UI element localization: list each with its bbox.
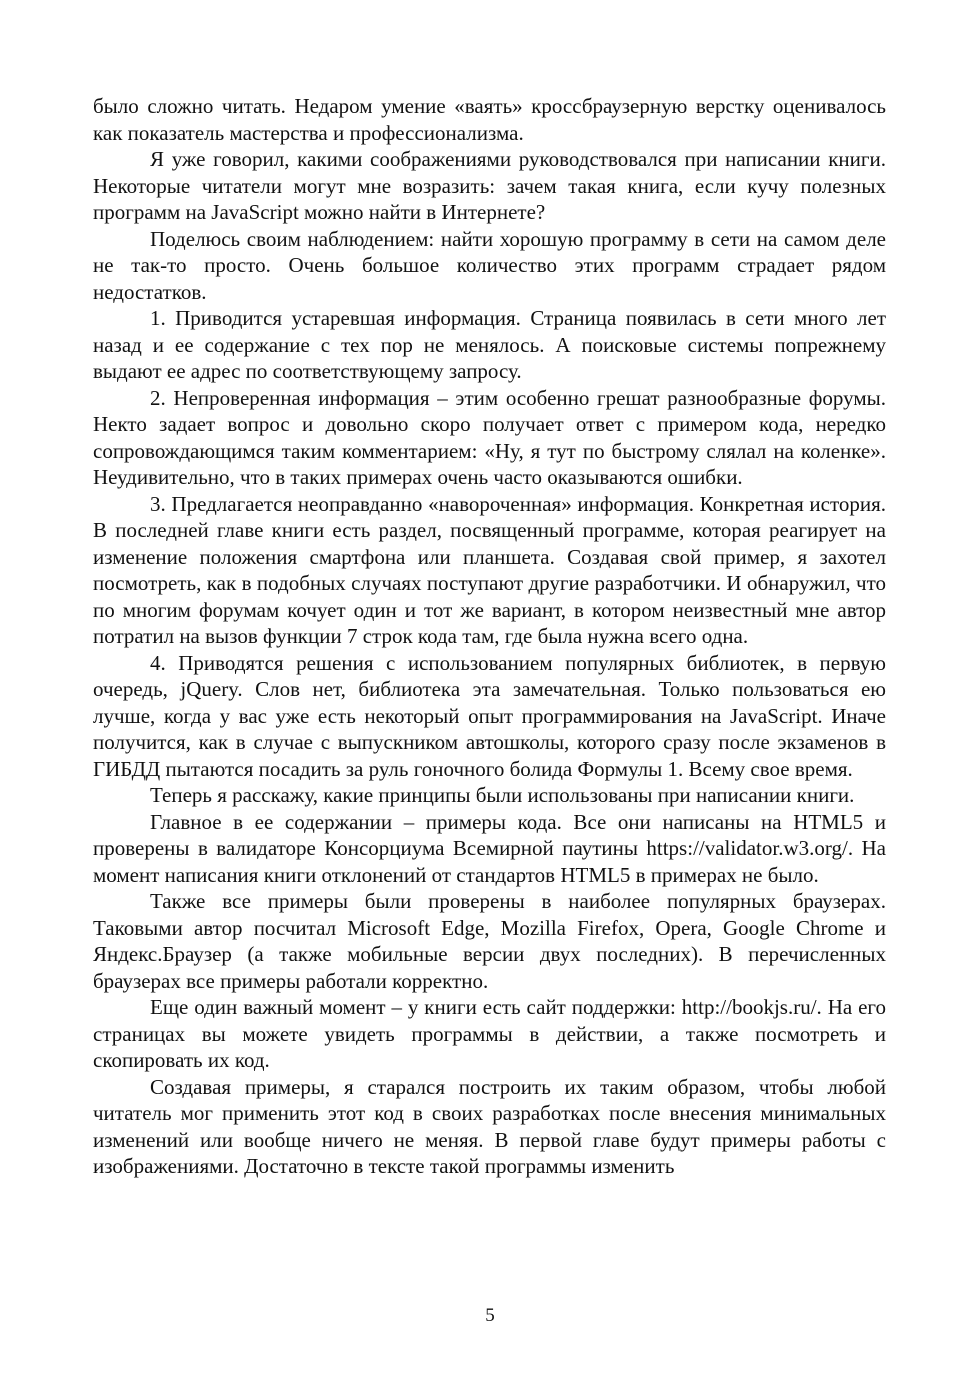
paragraph-principles-intro: Теперь я расскажу, какие принципы были использованы при написании книги.	[150, 783, 855, 807]
paragraph-drawback-4: 4. Приводятся решения с использованием популярных библиотек, в первую очередь, jQuery. Слов нет, библиотека эта замечательная. Только пользоваться ею лучше, когда у вас уже есть некоторый опыт программирования на JavaScript. Иначе получится, как в случае с выпускником автошколы, которого сразу после экзаменов в ГИБДД пытаются посадить за руль гоночного болида Формулы 1. Всему свое время.	[93, 650, 886, 781]
page-number: 5	[485, 1305, 495, 1326]
paragraph-drawback-1: 1. Приводится устаревшая информация. Страница появилась в сети много лет назад и ее содержание с тех пор не менялось. А поисковые системы попрежнему выдают ее адрес по соответствующему запросу.	[93, 306, 886, 383]
paragraph-browsers: Также все примеры были проверены в наиболее популярных браузерах. Таковыми автор посчитал Microsoft Edge, Mozilla Firefox, Opera, Google Chrome и Яндекс.Браузер (а также мобильные версии двух последних). В перечисленных браузерах все примеры работали корректно.	[93, 889, 886, 993]
paragraph-support-site: Еще один важный момент – у книги есть сайт поддержки: http://bookjs.ru/. На его страницах вы можете увидеть программы в действии, а также посмотреть и скопировать их код.	[93, 995, 886, 1072]
paragraph-drawback-2: 2. Непроверенная информация – этим особенно грешат разнообразные форумы. Некто задает вопрос и довольно скоро получает ответ с примером кода, нередко сопровождающимся таким комментарием: «Ну, я тут по быстрому слялал на коленке». Неудивительно, что в таких примерах очень часто оказываются ошибки.	[93, 385, 886, 489]
paragraph-reasons-intro: Я уже говорил, какими соображениями руководствовался при написании книги. Некоторые читатели могут мне возразить: зачем такая книга, если кучу полезных программ на JavaScript можно найти в Интернете?	[93, 147, 886, 224]
paragraph-observation: Поделюсь своим наблюдением: найти хорошую программу в сети на самом деле не так-то просто. Очень большое количество этих программ страдает рядом недостатков.	[93, 226, 886, 304]
paragraph-code-examples: Главное в ее содержании – примеры кода. Все они написаны на HTML5 и проверены в валидаторе Консорциума Всемирной паутины https://validator.w3.org/. На момент написания книги отклонений от стандартов HTML5 в примерах не было.	[93, 809, 886, 887]
page-body	[93, 93, 886, 1180]
paragraph-continuation: было сложно читать. Недаром умение «ваять» кроссбраузерную верстку оценивалось как показатель мастерства и профессионализма.	[93, 94, 886, 145]
paragraph-drawback-3: 3. Предлагается неоправданно «навороченная» информация. Конкретная история. В последней главе книги есть раздел, посвященный программе, которая реагирует на изменение положения смартфона или планшета. Создавая свой пример, я захотел посмотреть, как в подобных случаях поступают другие разработчики. И обнаружил, что по многим форумам кочует один и тот же вариант, в котором неизвестный мне автор потратил на вызов функции 7 строк кода там, где была нужна всего одна.	[93, 491, 886, 648]
paragraph-reuse: Создавая примеры, я старался построить их таким образом, чтобы любой читатель мог применить этот код в своих разработках после внесения минимальных изменений или вообще ничего не меняя. В первой главе будут примеры работы с изображениями. Достаточно в тексте такой программы изменить	[93, 1074, 886, 1178]
